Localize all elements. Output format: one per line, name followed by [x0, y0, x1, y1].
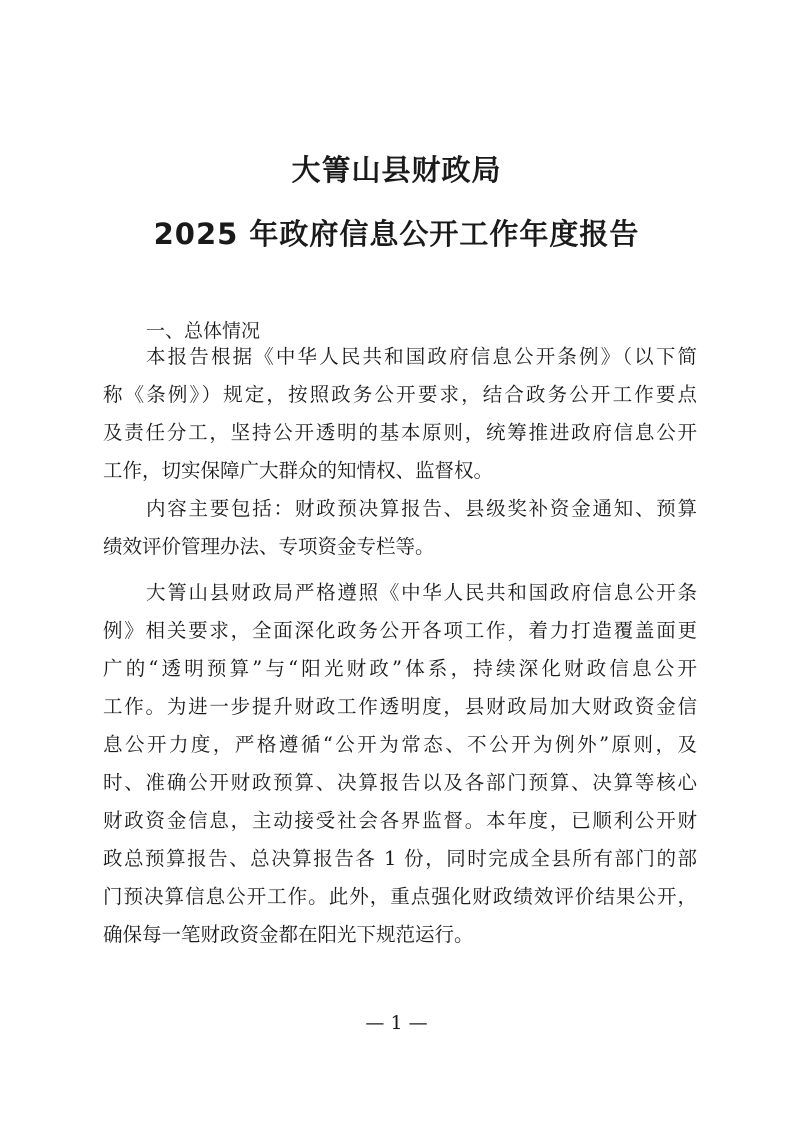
paragraph-line: 例》相关要求，全面深化政务公开各项工作，着力打造覆盖面更: [103, 619, 697, 642]
paragraph-line: 政总预算报告、总决算报告各 1 份，同时完成全县所有部门的部: [103, 847, 697, 870]
document-title-line2: 2025 年政府信息公开工作年度报告: [153, 217, 640, 251]
paragraph-line: 称《条例》）规定，按照政务公开要求，结合政务公开工作要点: [103, 383, 697, 406]
paragraph-line: 绩效评价管理办法、专项资金专栏等。: [103, 535, 435, 558]
paragraph-line: 工作。为进一步提升财政工作透明度，县财政局加大财政资金信: [103, 695, 697, 718]
paragraph-line: 广的“透明预算”与“阳光财政”体系，持续深化财政信息公开: [103, 657, 697, 680]
paragraph-line: 大箐山县财政局严格遵照《中华人民共和国政府信息公开条: [146, 581, 697, 604]
document-title-line1: 大箐山县财政局: [291, 153, 502, 187]
paragraph-line: 财政资金信息，主动接受社会各界监督。本年度，已顺利公开财: [103, 809, 697, 832]
paragraph-line: 本报告根据《中华人民共和国政府信息公开条例》（以下简: [146, 345, 697, 368]
paragraph-line: 及责任分工，坚持公开透明的基本原则，统筹推进政府信息公开: [103, 421, 697, 444]
section-heading: 一、总体情况: [146, 320, 261, 342]
paragraph-line: 确保每一笔财政资金都在阳光下规范运行。: [103, 923, 474, 946]
paragraph-line: 门预决算信息公开工作。此外，重点强化财政绩效评价结果公开，: [103, 885, 697, 908]
page-number: — 1 —: [365, 1012, 428, 1034]
paragraph-line: 工作，切实保障广大群众的知情权、监督权。: [103, 459, 494, 482]
paragraph-line: 时、准确公开财政预算、决算报告以及各部门预算、决算等核心: [103, 771, 697, 794]
paragraph-line: 息公开力度，严格遵循“公开为常态、不公开为例外”原则，及: [103, 733, 697, 756]
paragraph-line: 内容主要包括：财政预决算报告、县级奖补资金通知、预算: [146, 497, 697, 520]
